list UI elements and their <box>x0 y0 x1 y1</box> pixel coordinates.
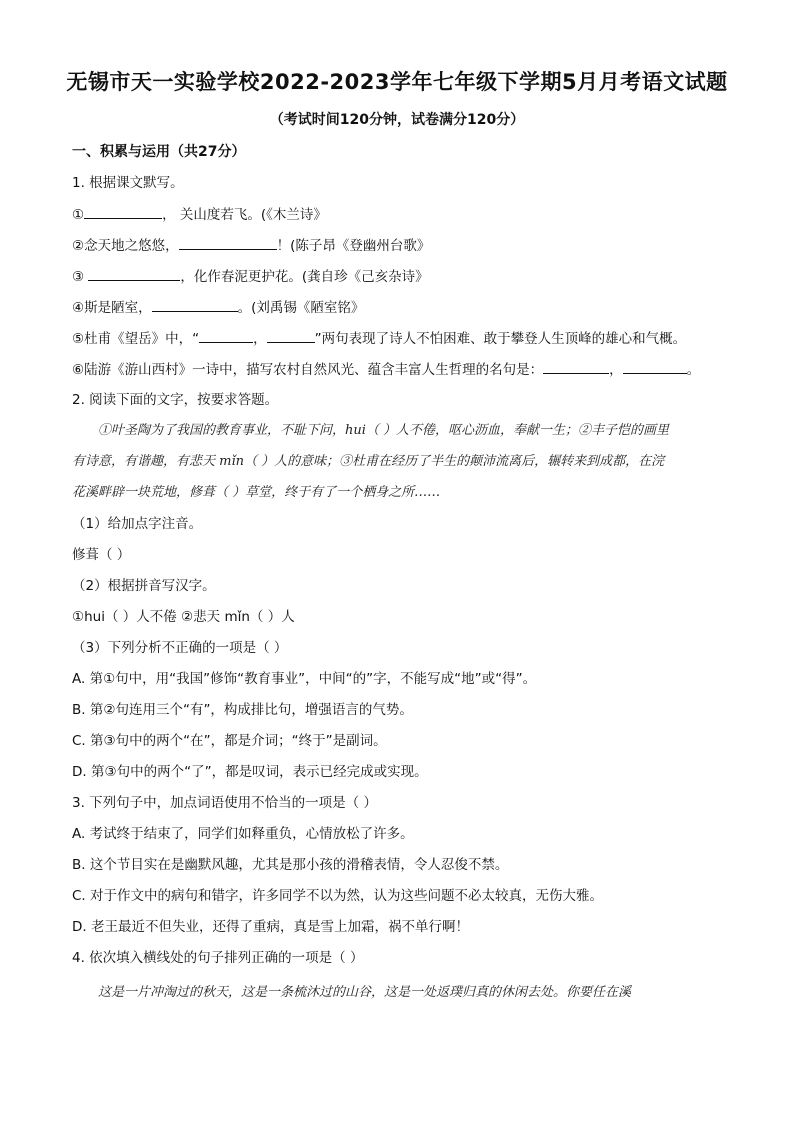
q1-item-1-suffix: ， 关山度若飞。(《木兰诗》 <box>162 207 327 223</box>
exam-subtitle: （考试时间120分钟，试卷满分120分） <box>269 112 525 128</box>
q1-item-4 <box>72 297 732 318</box>
q1-item-2 <box>72 235 732 256</box>
q1-item-2-suffix: ！(陈子昂《登幽州台歌》 <box>276 238 431 254</box>
q1-item-5-prefix: ⑤杜甫《望岳》中，“ <box>72 331 200 347</box>
q1-item-3-suffix: ，化作春泥更护花。(龚自珍《己亥杂诗》 <box>180 269 429 285</box>
section-heading: 一、积累与运用（共27分） <box>72 144 246 160</box>
q2-sub2-answer[interactable]: ①hui（ ）人不倦 ②悲天 mǐn（ ）人 <box>72 609 295 625</box>
q3-option-d[interactable]: D. 老王最近不但失业，还得了重病，真是雪上加霜，祸不单行啊！ <box>72 919 469 935</box>
q3-option-c[interactable]: C. 对于作文中的病句和错字，许多同学不以为然，认为这些问题不必太较真，无伤大雅。 <box>72 888 604 904</box>
question-3-prompt: 3. 下列句子中，加点词语使用不恰当的一项是（ ） <box>72 795 377 811</box>
q3-option-b[interactable]: B. 这个节目实在是幽默风趣，尤其是那小孩的滑稽表情，令人忍俊不禁。 <box>72 857 509 873</box>
q2-option-a[interactable]: A. 第①句中，用“我国”修饰“教育事业”，中间“的”字，不能写成“地”或“得”。 <box>72 671 537 687</box>
q3-option-a[interactable]: A. 考试终于结束了，同学们如释重负，心情放松了许多。 <box>72 826 414 842</box>
q1-item-1 <box>72 204 732 225</box>
q2-sub1-prompt: （1）给加点字注音。 <box>72 516 203 532</box>
q1-item-3-prefix: ③ <box>72 269 89 285</box>
answer-blank[interactable] <box>152 297 238 312</box>
answer-blank[interactable] <box>623 359 687 374</box>
q1-item-6-suffix: 。 <box>686 362 701 378</box>
q1-item-4-suffix: 。(刘禹锡《陋室铭》 <box>237 300 365 316</box>
answer-blank[interactable] <box>543 359 609 374</box>
question-1-prompt: 1. 根据课文默写。 <box>72 175 184 191</box>
q2-option-b[interactable]: B. 第②句连用三个“有”，构成排比句，增强语言的气势。 <box>72 702 413 718</box>
page-title: 无锡市天一实验学校2022-2023学年七年级下学期5月月考语文试题 <box>66 70 728 94</box>
q2-passage-line: 有诗意，有谐趣，有悲天 mǐn（ ）人的意味；③杜甫在经历了半生的颠沛流离后，辗转来到成都，在浣 <box>72 454 665 469</box>
q2-passage-line: ①叶圣陶为了我国的教育事业，不耻下问，hui（ ）人不倦，呕心沥血，奉献一生；②丰子恺的画里 <box>98 423 670 438</box>
q1-item-5-mid: ， <box>253 331 267 347</box>
question-4-prompt: 4. 依次填入横线处的句子排列正确的一项是（ ） <box>72 950 364 966</box>
q1-item-5 <box>72 328 732 349</box>
q2-sub2-prompt: （2）根据拼音写汉字。 <box>72 578 216 594</box>
answer-blank[interactable] <box>267 328 315 343</box>
q2-option-c[interactable]: C. 第③句中的两个“在”，都是介词；“终于”是副词。 <box>72 733 387 749</box>
answer-blank[interactable] <box>179 235 277 250</box>
q2-sub1-answer[interactable]: 修葺（ ） <box>72 547 131 563</box>
answer-blank[interactable] <box>88 266 180 281</box>
q2-sub3-prompt: （3）下列分析不正确的一项是（ ） <box>72 640 288 656</box>
q2-option-d[interactable]: D. 第③句中的两个“了”，都是叹词，表示已经完成或实现。 <box>72 764 428 780</box>
q1-item-5-suffix: ”两句表现了诗人不怕困难、敢于攀登人生顶峰的雄心和气概。 <box>314 331 687 347</box>
question-2-prompt: 2. 阅读下面的文字，按要求答题。 <box>72 392 279 408</box>
q2-passage-line: 花溪畔辟一块荒地，修葺（ ）草堂，终于有了一个栖身之所…… <box>72 485 441 500</box>
answer-blank[interactable] <box>199 328 253 343</box>
q1-item-6 <box>72 359 732 380</box>
answer-blank[interactable] <box>84 204 162 219</box>
q1-item-4-prefix: ④斯是陋室， <box>72 300 152 316</box>
q1-item-2-prefix: ②念天地之悠悠， <box>72 238 179 254</box>
q1-item-6-mid: ， <box>609 362 623 378</box>
q1-item-6-prefix: ⑥陆游《游山西村》一诗中，描写农村自然风光、蕴含丰富人生哲理的名句是： <box>72 362 544 378</box>
q1-item-1-prefix: ① <box>72 207 85 223</box>
q4-passage-line: 这是一片冲淘过的秋天，这是一条梳沐过的山谷，这是一处返璞归真的休闲去处。你要任在溪 <box>98 985 632 1000</box>
q1-item-3 <box>72 266 732 287</box>
